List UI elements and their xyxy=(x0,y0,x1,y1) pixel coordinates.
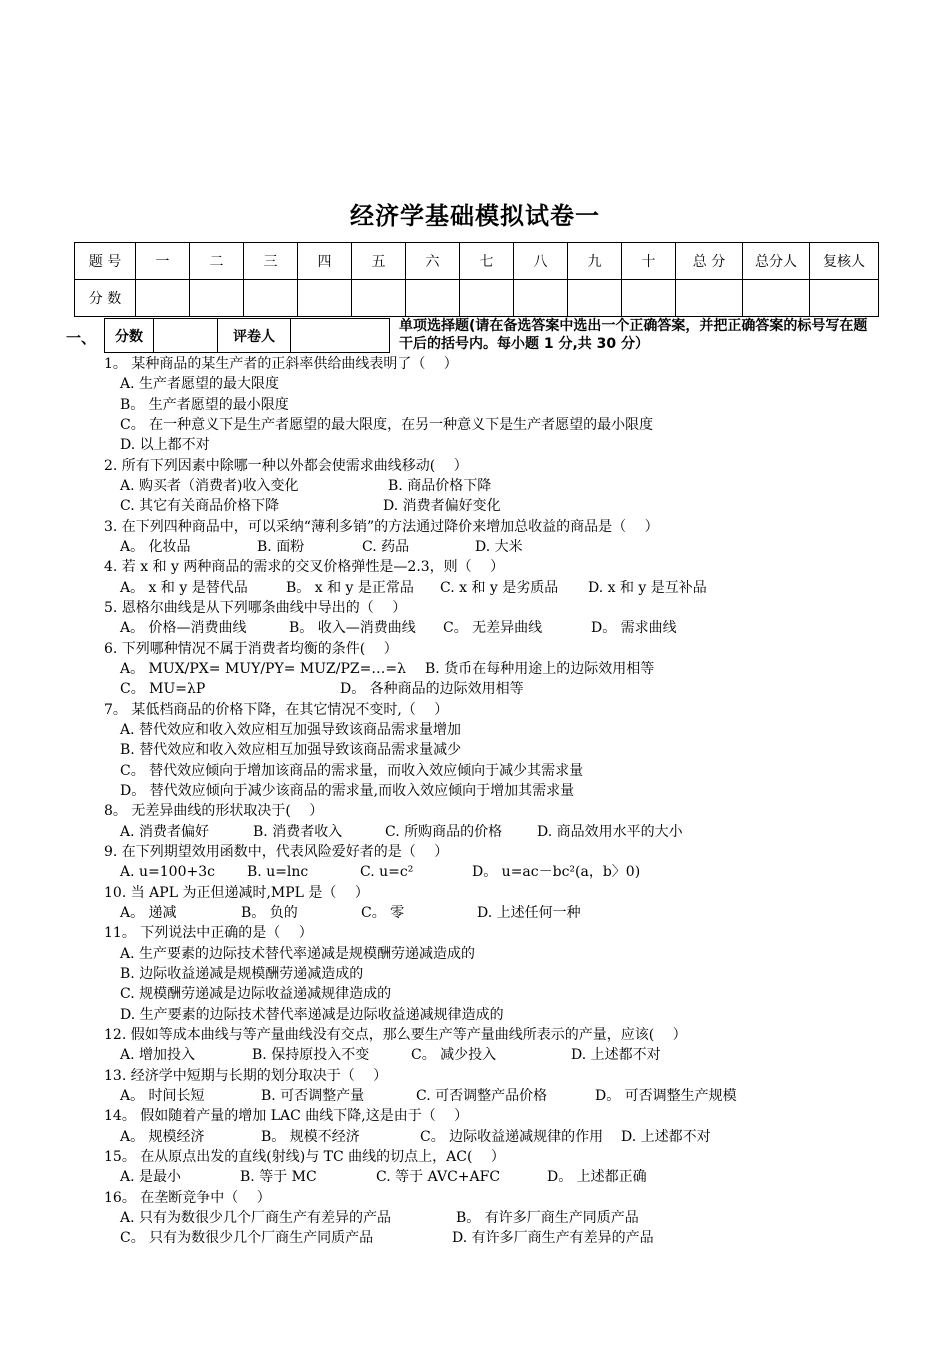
question-stem: 15。 在从原点出发的直线(射线)与 TC 曲线的切点上，AC( ） xyxy=(104,1149,505,1165)
score-cell[interactable] xyxy=(352,280,406,317)
answer-option: A. 替代效应和收入效应相互加强导致该商品需求量增加 xyxy=(120,722,462,738)
score-header-cell: 四 xyxy=(298,243,352,280)
answer-option: C. 药品 xyxy=(362,539,410,555)
score-cell[interactable] xyxy=(743,280,810,317)
score-header-cell: 五 xyxy=(352,243,406,280)
answer-option: A. 只有为数很少几个厂商生产有差异的产品 xyxy=(120,1210,392,1226)
answer-option: B. 等于 MC xyxy=(240,1169,317,1185)
answer-option: C。 零 xyxy=(361,905,405,921)
answer-option: B. u=lnc xyxy=(247,864,309,880)
answer-option: B. 边际收益递减是规模酬劳递减造成的 xyxy=(120,966,364,982)
answer-option: D。 u=ac－bc²(a，b〉0) xyxy=(472,864,641,880)
score-header-cell: 总分人 xyxy=(743,243,810,280)
score-cell[interactable] xyxy=(568,280,622,317)
answer-option: D. 生产要素的边际技术替代率递减是边际收益递减规律造成的 xyxy=(120,1007,504,1023)
answer-option: A. u=100+3c xyxy=(120,864,215,880)
score-header-cell: 总 分 xyxy=(676,243,743,280)
answer-option: C. u=c² xyxy=(360,864,414,880)
question-stem: 11。 下列说法中正确的是（ ） xyxy=(104,925,313,941)
answer-option: C。 只有为数很少几个厂商生产同质产品 xyxy=(120,1230,374,1246)
question-stem: 7。 某低档商品的价格下降，在其它情况不变时,（ ） xyxy=(104,702,449,718)
answer-option: C. 可否调整产品价格 xyxy=(416,1088,548,1104)
answer-option: C。 替代效应倾向于增加该商品的需求量，而收入效应倾向于减少其需求量 xyxy=(120,763,584,779)
answer-option: B。 x 和 y 是正常品 xyxy=(286,580,414,596)
section-score-label: 分数 xyxy=(105,319,154,353)
answer-option: C. 所购商品的价格 xyxy=(385,824,503,840)
answer-option: C. 其它有关商品价格下降 xyxy=(120,498,280,514)
score-cell[interactable] xyxy=(676,280,743,317)
score-cell[interactable] xyxy=(810,280,879,317)
answer-option: B. 商品价格下降 xyxy=(388,478,492,494)
answer-option: B。 收入—消费曲线 xyxy=(289,620,416,636)
answer-option: A. 增加投入 xyxy=(120,1047,196,1063)
section-score-cell[interactable] xyxy=(154,319,218,353)
score-header-cell: 十 xyxy=(622,243,676,280)
question-stem: 4. 若 x 和 y 两种商品的需求的交叉价格弹性是—2.3，则（ ） xyxy=(104,559,505,575)
answer-option: A。 MUX/PX= MUY/PY= MUZ/PZ=…=λ xyxy=(120,661,406,677)
answer-option: D。 替代效应倾向于减少该商品的需求量,而收入效应倾向于增加其需求量 xyxy=(120,783,575,799)
answer-option: B. 消费者收入 xyxy=(253,824,343,840)
score-header-cell: 七 xyxy=(460,243,514,280)
answer-option: A. 购买者（消费者)收入变化 xyxy=(120,478,299,494)
score-header-cell: 复核人 xyxy=(810,243,879,280)
score-cell[interactable] xyxy=(298,280,352,317)
answer-option: B. 替代效应和收入效应相互加强导致该商品需求量减少 xyxy=(120,742,462,758)
score-header-cell: 二 xyxy=(190,243,244,280)
question-stem: 5. 恩格尔曲线是从下列哪条曲线中导出的（ ） xyxy=(104,600,407,616)
answer-option: A。 递减 xyxy=(120,905,177,921)
score-cell[interactable] xyxy=(136,280,190,317)
grader-cell[interactable] xyxy=(291,319,390,353)
answer-option: B。 负的 xyxy=(241,905,298,921)
answer-option: D. 消费者偏好变化 xyxy=(383,498,501,514)
answer-option: A. 生产者愿望的最大限度 xyxy=(120,376,280,392)
score-table xyxy=(74,242,879,317)
answer-option: A。 x 和 y 是替代品 xyxy=(120,580,248,596)
answer-option: A. 是最小 xyxy=(120,1169,182,1185)
score-header-cell: 六 xyxy=(406,243,460,280)
answer-option: D。 各种商品的边际效用相等 xyxy=(340,681,524,697)
question-stem: 6. 下列哪种情况不属于消费者均衡的条件( ） xyxy=(104,641,398,657)
answer-option: A。 时间长短 xyxy=(120,1088,205,1104)
answer-option: B. 可否调整产量 xyxy=(261,1088,365,1104)
question-stem: 10. 当 APL 为正但递减时,MPL 是（ ） xyxy=(104,885,369,901)
question-stem: 14。 假如随着产量的增加 LAC 曲线下降,这是由于（ ） xyxy=(104,1108,469,1124)
question-stem: 13. 经济学中短期与长期的划分取决于（ ） xyxy=(104,1068,388,1084)
answer-option: B. 保持原投入不变 xyxy=(252,1047,370,1063)
score-cell[interactable] xyxy=(190,280,244,317)
answer-option: D. x 和 y 是互补品 xyxy=(588,580,707,596)
answer-option: A。 规模经济 xyxy=(120,1129,205,1145)
answer-option: A. 消费者偏好 xyxy=(120,824,210,840)
answer-option: C. 规模酬劳递减是边际收益递减规律造成的 xyxy=(120,986,392,1002)
score-cell[interactable] xyxy=(244,280,298,317)
question-stem: 9. 在下列期望效用函数中，代表风险爱好者的是（ ） xyxy=(104,844,449,860)
score-cell[interactable] xyxy=(406,280,460,317)
answer-option: D. 上述都不对 xyxy=(621,1129,711,1145)
answer-option: D. 上述任何一种 xyxy=(477,905,581,921)
answer-option: B。 生产者愿望的最小限度 xyxy=(120,397,289,413)
score-cell[interactable] xyxy=(622,280,676,317)
grader-table xyxy=(104,318,390,353)
score-table-score-row xyxy=(75,280,879,317)
answer-option: C。 边际收益递减规律的作用 xyxy=(420,1129,604,1145)
question-stem: 16。 在垄断竞争中（ ） xyxy=(104,1190,271,1206)
question-stem: 8。 无差异曲线的形状取决于( ） xyxy=(104,803,324,819)
section-number: 一、 xyxy=(66,329,97,347)
question-stem: 3. 在下列四种商品中，可以采纳“薄利多销”的方法通过降价来增加总收益的商品是（ ） xyxy=(104,519,659,535)
answer-option: B。 有许多厂商生产同质产品 xyxy=(456,1210,639,1226)
answer-option: C。 MU=λP xyxy=(120,681,206,697)
answer-option: D. 有许多厂商生产有差异的产品 xyxy=(452,1230,654,1246)
answer-option: C。 无差异曲线 xyxy=(443,620,543,636)
question-stem: 1。 某种商品的某生产者的正斜率供给曲线表明了（ ） xyxy=(104,356,458,372)
score-row-label: 分 数 xyxy=(75,280,136,317)
answer-option: A. 生产要素的边际技术替代率递减是规模酬劳递减造成的 xyxy=(120,946,476,962)
answer-option: D. 以上都不对 xyxy=(120,437,210,453)
answer-option: D. 大米 xyxy=(475,539,523,555)
answer-option: D. 商品效用水平的大小 xyxy=(537,824,683,840)
score-header-cell: 三 xyxy=(244,243,298,280)
answer-option: D。 上述都正确 xyxy=(547,1169,647,1185)
answer-option: D。 需求曲线 xyxy=(591,620,677,636)
score-header-cell: 题 号 xyxy=(75,243,136,280)
question-stem: 2. 所有下列因素中除哪一种以外都会使需求曲线移动( ） xyxy=(104,458,468,474)
score-header-cell: 九 xyxy=(568,243,622,280)
score-header-cell: 一 xyxy=(136,243,190,280)
answer-option: B. 面粉 xyxy=(257,539,305,555)
answer-option: B。 规模不经济 xyxy=(261,1129,360,1145)
question-stem: 12. 假如等成本曲线与等产量曲线没有交点，那么要生产等产量曲线所表示的产量，应该( ） xyxy=(104,1027,687,1043)
answer-option: A。 价格—消费曲线 xyxy=(120,620,247,636)
score-cell[interactable] xyxy=(460,280,514,317)
score-header-cell: 八 xyxy=(514,243,568,280)
answer-option: D. 上述都不对 xyxy=(571,1047,661,1063)
answer-option: C。 减少投入 xyxy=(411,1047,497,1063)
answer-option: C. 等于 AVC+AFC xyxy=(376,1169,501,1185)
section-instruction: 单项选择题(请在备选答案中选出一个正确答案，并把正确答案的标号写在题干后的括号内。每小题 1 分,共 30 分） xyxy=(399,318,868,352)
grader-label: 评卷人 xyxy=(218,319,291,353)
score-cell[interactable] xyxy=(514,280,568,317)
answer-option: C。 在一种意义下是生产者愿望的最大限度，在另一种意义下是生产者愿望的最小限度 xyxy=(120,417,654,433)
exam-title: 经济学基础模拟试卷一 xyxy=(350,202,600,230)
answer-option: A。 化妆品 xyxy=(120,539,191,555)
answer-option: B. 货币在每种用途上的边际效用相等 xyxy=(425,661,655,677)
score-table-header-row xyxy=(75,243,879,280)
answer-option: C. x 和 y 是劣质品 xyxy=(440,580,559,596)
answer-option: D。 可否调整生产规模 xyxy=(595,1088,737,1104)
